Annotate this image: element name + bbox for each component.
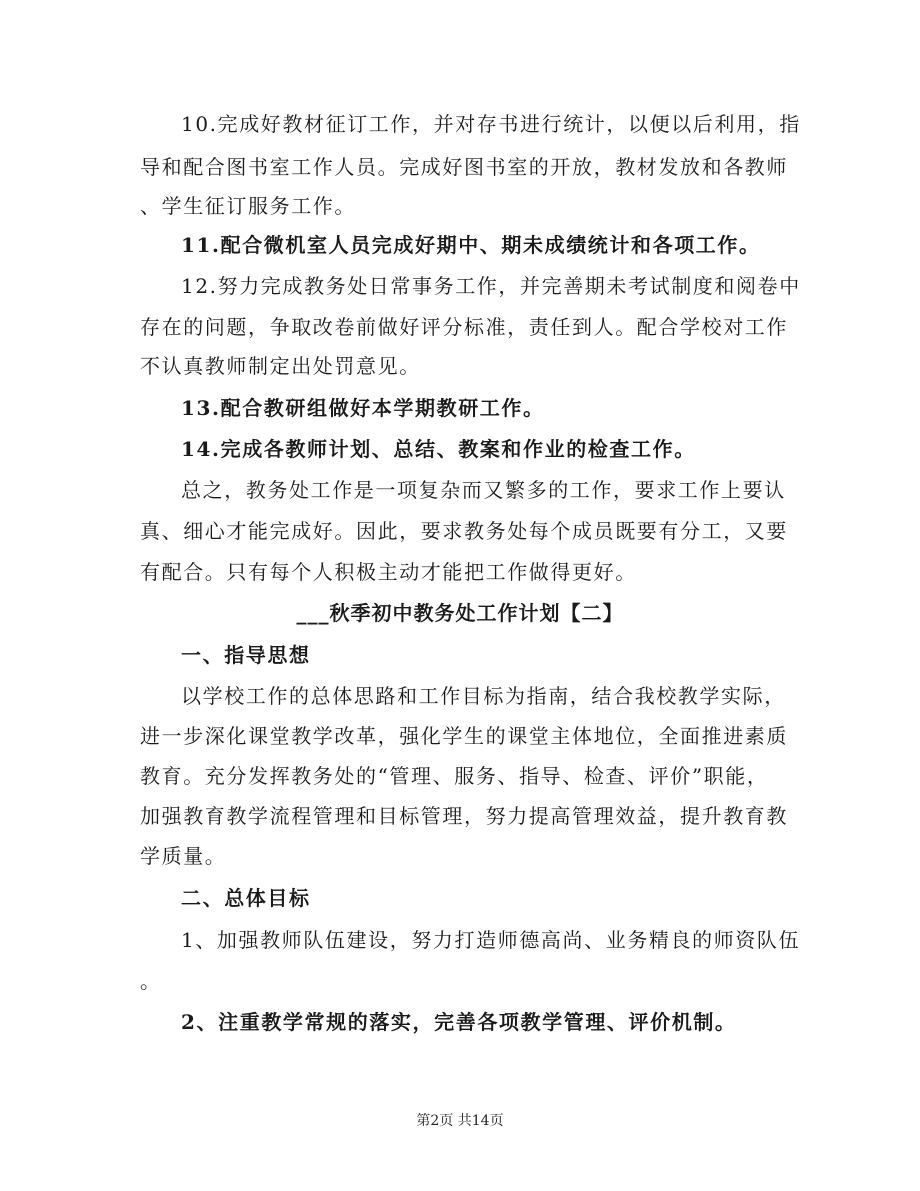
guiding-line-4: 加强教育教学流程管理和目标管理，努力提高管理效益，提升教育教 <box>140 804 788 828</box>
page-number: 第2页 共14页 <box>416 1113 504 1129</box>
section-title: ___秋季初中教务处工作计划【二】 <box>296 601 624 625</box>
paragraph-11: 11.配合微机室人员完成好期中、期未成绩统计和各项工作。 <box>181 233 761 257</box>
heading-overall-goals: 二、总体目标 <box>181 886 311 910</box>
paragraph-10-line-2: 导和配合图书室工作人员。完成好图书室的开放，教材发放和各教师 <box>140 155 788 179</box>
guiding-line-5: 学质量。 <box>140 844 227 868</box>
guiding-line-2: 进一步深化课堂教学改革，强化学生的课堂主体地位，全面推进素质 <box>140 724 788 748</box>
paragraph-14: 14.完成各教师计划、总结、教案和作业的检查工作。 <box>181 437 696 461</box>
summary-line-3: 有配合。只有每个人积极主动才能把工作做得更好。 <box>140 560 637 584</box>
paragraph-12-line-1: 12.努力完成教务处日常事务工作，并完善期未考试制度和阅卷中 <box>181 274 801 298</box>
goal-2: 2、注重教学常规的落实，完善各项教学管理、评价机制。 <box>181 1010 737 1034</box>
guiding-line-3: 教育。充分发挥教务处的“管理、服务、指导、检查、评价”职能， <box>140 764 769 788</box>
guiding-line-1: 以学校工作的总体思路和工作目标为指南，结合我校教学实际， <box>181 684 786 708</box>
heading-guiding-thought: 一、指导思想 <box>181 643 311 667</box>
goal-1-line-1: 1、加强教师队伍建设，努力打造师德高尚、业务精良的师资队伍 <box>181 928 801 952</box>
paragraph-10-line-1: 10.完成好教材征订工作，并对存书进行统计，以便以后利用，指 <box>181 112 801 136</box>
goal-1-line-2: 。 <box>140 969 162 993</box>
paragraph-12-line-3: 不认真教师制定出处罚意见。 <box>140 354 421 378</box>
summary-line-1: 总之，教务处工作是一项复杂而又繁多的工作，要求工作上要认 <box>181 478 786 502</box>
paragraph-12-line-2: 存在的问题，争取改卷前做好评分标准，责任到人。配合学校对工作 <box>140 315 788 339</box>
summary-line-2: 真、细心才能完成好。因此，要求教务处每个成员既要有分工，又要 <box>140 519 788 543</box>
paragraph-10-line-3: 、学生征订服务工作。 <box>140 194 356 218</box>
paragraph-13: 13.配合教研组做好本学期教研工作。 <box>181 396 545 420</box>
